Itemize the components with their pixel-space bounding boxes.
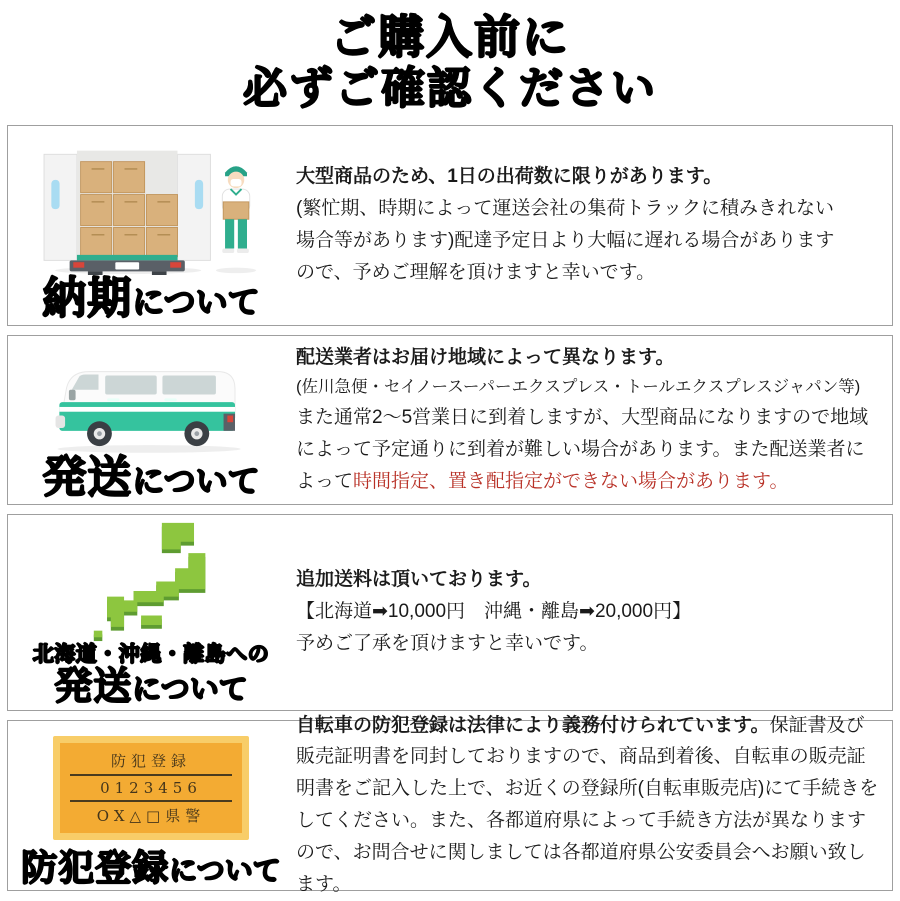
japan-map-icon — [72, 521, 230, 642]
section-anti-theft-registration — [7, 714, 893, 896]
anti-theft-lead: 自転車の防犯登録は法律により義務付けられています。 — [296, 714, 770, 736]
section-remote-shipping-text — [294, 515, 892, 710]
heading-suffix: について — [132, 462, 260, 499]
heading-main: 発送 — [42, 452, 133, 502]
shipping-warning-red: 時間指定、置き配指定ができない場合があります。 — [353, 470, 789, 492]
section-anti-theft-heading — [21, 846, 281, 888]
anti-theft-body: 保証書及び販売証明書を同封しておりますので、商品到着後、自転車の販売証明書をご記入した上で、お近くの登録所(自転車販売店)にて手続きをしてください。また、各都道府県によって手続き方法が異なりますので、お問合せに関しましては各都道府県公安委員会へお願い致します。 — [296, 714, 879, 896]
heading-suffix: について — [132, 283, 260, 320]
delivery-time-body-line3: ので、予めご理解を頂けますと幸いです。 — [296, 262, 656, 284]
section-shipping-text — [294, 336, 892, 504]
delivery-time-body-line2: 場合等があります)配達予定日より大幅に遅れる場合があります — [296, 230, 835, 252]
section-anti-theft-left — [8, 721, 294, 890]
shipping-body-text: また通常2〜5営業日に到着しますが、大型商品になりますので地域によって予定通りに到着が難しい場合があります。また配送業者によって — [296, 406, 869, 492]
remote-shipping-fees: 【北海道➡10,000円 沖縄・離島➡20,000円】 — [296, 601, 692, 623]
section-shipping — [7, 335, 893, 505]
registration-card-number: 0123456 — [70, 774, 232, 800]
page-title-line2: 必ずご確認ください — [243, 63, 657, 113]
heading-main: 発送 — [54, 665, 133, 708]
heading-suffix: について — [169, 854, 281, 886]
section-shipping-left — [8, 336, 294, 504]
delivery-truck-loading-icon — [32, 147, 270, 275]
shipping-lead: 配送業者はお届け地域によって異なります。 — [296, 347, 675, 369]
section-remote-shipping-heading — [33, 644, 270, 706]
heading-main: 防犯登録 — [21, 846, 170, 888]
delivery-van-icon — [46, 358, 256, 454]
section-delivery-time-heading — [42, 273, 260, 323]
anti-theft-paragraph — [296, 710, 882, 901]
section-anti-theft-text — [294, 714, 892, 896]
remote-shipping-lead: 追加送料は頂いております。 — [296, 569, 542, 591]
section-delivery-time — [7, 125, 893, 326]
registration-card-title: 防犯登録 — [110, 751, 191, 770]
heading-suffix: について — [132, 673, 248, 706]
shipping-carriers: (佐川急便・セイノースーパーエクスプレス・トールエクスプレスジャパン等) — [296, 378, 861, 397]
heading-main: 納期 — [42, 273, 133, 323]
page-title — [0, 0, 900, 113]
section-remote-shipping — [7, 514, 893, 711]
delivery-time-body-line1: (繁忙期、時期によって運送会社の集荷トラックに積みきれない — [296, 198, 834, 220]
remote-shipping-body: 予めご了承を頂けますと幸いです。 — [296, 633, 599, 655]
section-shipping-heading — [42, 452, 260, 502]
delivery-time-lead: 大型商品のため、1日の出荷数に限りがあります。 — [296, 166, 723, 188]
page-title-line1: ご購入前に — [330, 11, 570, 63]
section-delivery-time-text — [294, 126, 892, 325]
registration-card-police: OX△□県警 — [70, 800, 232, 829]
section-remote-shipping-left — [8, 515, 294, 710]
shipping-body — [296, 402, 882, 498]
section-delivery-time-left — [8, 126, 294, 325]
registration-card-icon — [53, 736, 249, 840]
heading-region-line: 北海道・沖縄・離島への — [32, 642, 270, 666]
